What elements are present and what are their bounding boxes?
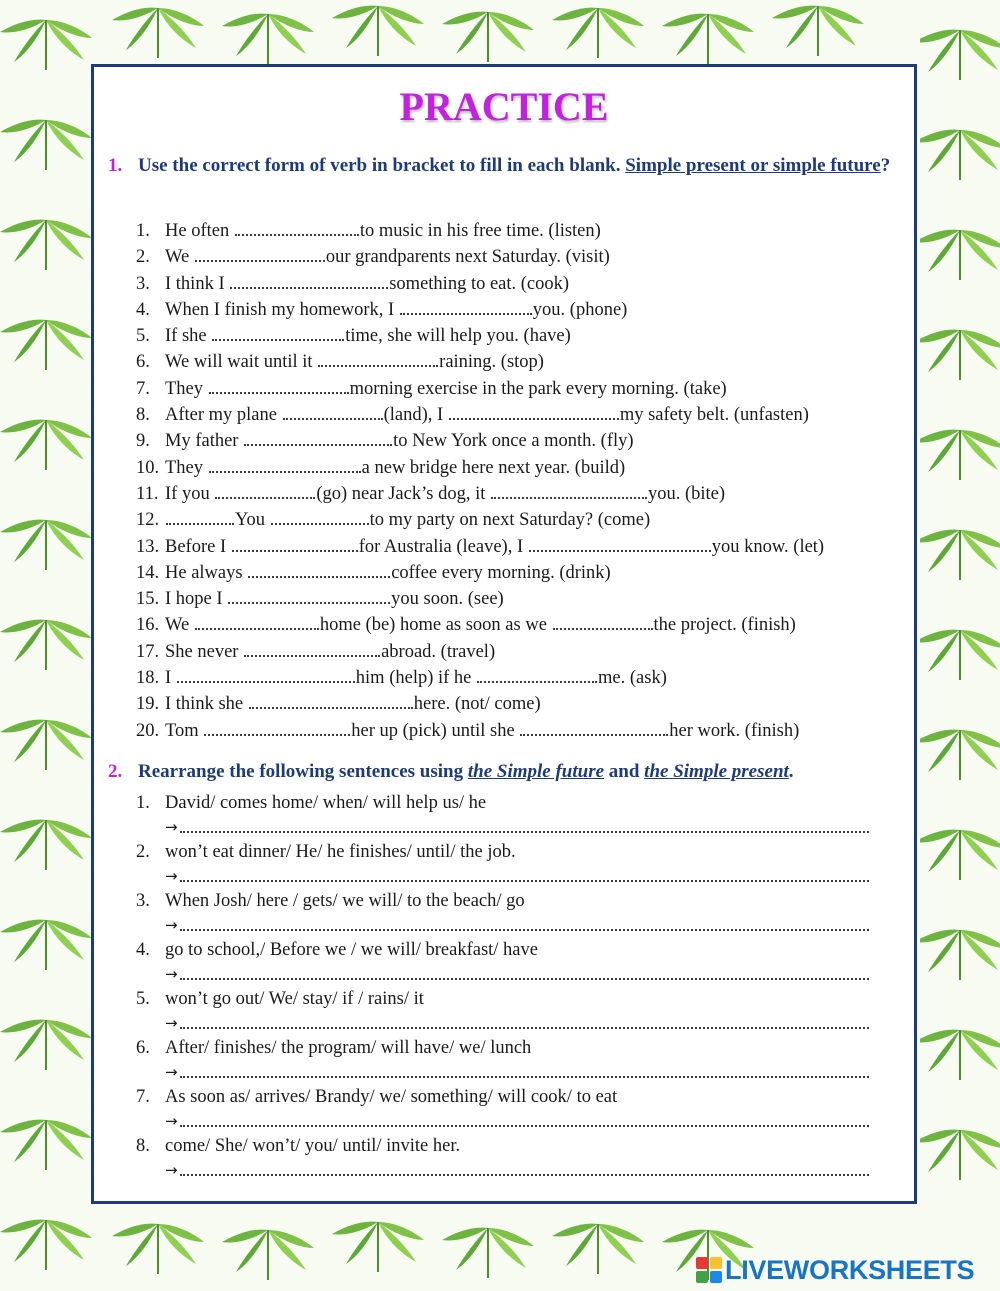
arrow-icon: → <box>165 818 178 836</box>
answer-blank[interactable] <box>520 720 668 736</box>
answer-blank[interactable] <box>491 483 647 499</box>
watermark-text: LIVEWORKSHEETS <box>725 1254 975 1285</box>
sentence-fragment: time, she will help you. (have) <box>345 326 571 347</box>
scrambled-sentence: come/ She/ won’t/ you/ until/ invite her. <box>165 1136 461 1156</box>
sentence-fragment: morning exercise in the park every morning. (take) <box>349 378 727 399</box>
bamboo-leaves-icon <box>0 0 92 1291</box>
sentence-fragment: We <box>165 615 194 636</box>
item-number: 16. <box>136 615 160 636</box>
item-number: 4. <box>136 940 150 960</box>
sentence-fragment: I think I <box>165 273 230 294</box>
bamboo-border-right <box>920 0 1000 1291</box>
item-number: 3. <box>136 273 150 294</box>
exercise-item <box>136 665 916 691</box>
sentence-fragment: If you <box>165 483 215 504</box>
arrow-icon: → <box>165 1161 178 1179</box>
answer-blank[interactable] <box>235 220 359 236</box>
rearrange-item <box>136 940 916 989</box>
sentence-fragment: He always <box>165 562 248 583</box>
sentence-fragment: something to eat. (cook) <box>389 273 570 294</box>
answer-blank[interactable] <box>195 614 319 630</box>
dotted-answer-field[interactable] <box>180 1075 869 1078</box>
sentence-fragment: to New York once a month. (fly) <box>393 431 634 452</box>
sentence-fragment: her up (pick) until she <box>351 720 520 741</box>
sentence-fragment: the project. (finish) <box>653 615 796 636</box>
sentence-fragment: We <box>165 247 194 268</box>
sentence-fragment: They <box>165 378 208 399</box>
item-sentence <box>165 455 625 481</box>
section1-instruction-underlined: Simple present or simple future <box>625 155 881 176</box>
scrambled-sentence: When Josh/ here / gets/ we will/ to the beach/ go <box>165 891 525 911</box>
sentence-fragment: After my plane <box>165 405 282 426</box>
dotted-answer-field[interactable] <box>180 1124 869 1127</box>
item-number: 15. <box>136 589 160 610</box>
item-number: 5. <box>136 989 150 1009</box>
rearrange-item <box>136 891 916 940</box>
exercise-item <box>136 402 916 428</box>
answer-blank[interactable] <box>209 378 349 394</box>
answer-line[interactable] <box>165 914 869 934</box>
sentence-fragment: you. (bite) <box>647 483 726 504</box>
section1-items <box>136 218 916 744</box>
answer-blank[interactable] <box>477 667 597 683</box>
item-number: 1. <box>136 221 150 241</box>
item-number: 1. <box>136 793 150 813</box>
answer-blank[interactable] <box>244 430 392 446</box>
item-sentence <box>165 271 569 297</box>
exercise-item <box>136 586 916 612</box>
exercise-item <box>136 376 916 402</box>
item-number: 18. <box>136 668 160 689</box>
item-number: 12. <box>136 510 160 531</box>
exercise-item <box>136 428 916 454</box>
item-number: 2. <box>136 247 150 268</box>
dotted-answer-field[interactable] <box>180 879 869 882</box>
scrambled-sentence: David/ comes home/ when/ will help us/ he <box>165 793 487 813</box>
sentence-fragment: you. (phone) <box>532 299 628 320</box>
answer-blank[interactable] <box>195 246 325 262</box>
answer-blank[interactable] <box>271 509 369 525</box>
sentence-fragment: If she <box>165 326 212 347</box>
answer-line[interactable] <box>165 1159 869 1179</box>
item-sentence <box>165 665 667 691</box>
item-sentence <box>165 218 601 244</box>
section2-heading <box>108 759 908 785</box>
item-sentence <box>165 586 504 612</box>
dotted-answer-field[interactable] <box>180 928 869 931</box>
sentence-fragment: You <box>235 510 270 531</box>
item-number: 5. <box>136 326 150 347</box>
exercise-item <box>136 481 916 507</box>
worksheet-frame <box>91 64 917 1204</box>
answer-line[interactable] <box>165 1012 869 1032</box>
item-sentence <box>165 534 824 560</box>
answer-blank[interactable] <box>212 325 344 341</box>
sentence-fragment: (go) near Jack’s dog, it <box>316 483 490 504</box>
exercise-item <box>136 560 916 586</box>
item-sentence <box>165 612 796 638</box>
section1-number: 1. <box>108 155 123 176</box>
watermark-logo <box>696 1254 974 1286</box>
section2-term-future: the Simple future <box>467 761 605 782</box>
sentence-fragment: a new bridge here next year. (build) <box>361 457 626 478</box>
sentence-fragment: abroad. (travel) <box>381 641 496 662</box>
item-number: 19. <box>136 694 160 715</box>
answer-line[interactable] <box>165 1061 869 1081</box>
item-sentence <box>165 481 725 507</box>
answer-line[interactable] <box>165 816 869 836</box>
answer-blank[interactable] <box>244 641 380 657</box>
exercise-item <box>136 244 916 270</box>
section2-items <box>136 793 916 1185</box>
section1-instruction: Use the correct form of verb in bracket to fill in each blank. Simple present or simple future? <box>138 155 891 176</box>
answer-blank[interactable] <box>228 588 390 604</box>
answer-blank[interactable] <box>166 509 234 525</box>
item-sentence <box>165 402 809 428</box>
sentence-fragment: for Australia (leave), I <box>358 536 528 557</box>
arrow-icon: → <box>165 916 178 934</box>
answer-blank[interactable] <box>209 457 361 473</box>
item-sentence <box>165 376 727 402</box>
exercise-item <box>136 323 916 349</box>
rearrange-item <box>136 1038 916 1087</box>
sentence-fragment: to my party on next Saturday? (come) <box>369 510 651 531</box>
sentence-fragment: home (be) home as soon as we <box>319 615 552 636</box>
answer-line[interactable] <box>165 865 869 885</box>
exercise-item <box>136 534 916 560</box>
answer-blank[interactable] <box>400 299 532 315</box>
answer-blank[interactable] <box>248 562 390 578</box>
exercise-item <box>136 507 916 533</box>
sentence-fragment: Tom <box>165 720 204 741</box>
item-sentence <box>165 507 650 533</box>
item-number: 17. <box>136 641 160 662</box>
sentence-fragment: you know. (let) <box>711 536 825 557</box>
item-number: 20. <box>136 720 160 741</box>
exercise-item <box>136 349 916 375</box>
answer-blank[interactable] <box>529 536 711 552</box>
bamboo-border-left <box>0 0 92 1291</box>
dotted-answer-field[interactable] <box>180 1026 869 1029</box>
sentence-fragment: I <box>165 668 176 689</box>
sentence-fragment: coffee every morning. (drink) <box>391 562 611 583</box>
item-number: 13. <box>136 536 160 557</box>
arrow-icon: → <box>165 1014 178 1032</box>
sentence-fragment: When I finish my homework, I <box>165 299 399 320</box>
item-number: 2. <box>136 842 150 862</box>
item-sentence <box>165 349 544 375</box>
bamboo-leaves-icon <box>92 0 920 66</box>
exercise-item <box>136 455 916 481</box>
answer-blank[interactable] <box>283 404 383 420</box>
answer-line[interactable] <box>165 963 869 983</box>
item-number: 3. <box>136 891 150 911</box>
rearrange-item <box>136 842 916 891</box>
item-sentence <box>165 244 610 270</box>
exercise-item <box>136 612 916 638</box>
answer-blank[interactable] <box>215 483 315 499</box>
arrow-icon: → <box>165 965 178 983</box>
exercise-item <box>136 271 916 297</box>
exercise-item <box>136 218 916 244</box>
exercise-item <box>136 691 916 717</box>
sentence-fragment: her work. (finish) <box>669 720 800 741</box>
section2-number: 2. <box>108 761 123 782</box>
answer-blank[interactable] <box>318 351 438 367</box>
item-number: 6. <box>136 1038 150 1058</box>
sentence-fragment: They <box>165 457 208 478</box>
item-sentence <box>165 560 611 586</box>
sentence-fragment: My father <box>165 431 244 452</box>
answer-blank[interactable] <box>249 693 413 709</box>
answer-line[interactable] <box>165 1110 869 1130</box>
scrambled-sentence: go to school,/ Before we / we will/ breakfast/ have <box>165 940 538 960</box>
item-sentence <box>165 297 627 323</box>
item-number: 7. <box>136 1087 150 1107</box>
item-number: 9. <box>136 431 150 452</box>
rearrange-item <box>136 793 916 842</box>
item-number: 4. <box>136 299 150 320</box>
rearrange-item <box>136 1087 916 1136</box>
answer-blank[interactable] <box>232 536 358 552</box>
liveworksheets-logo-icon <box>696 1257 722 1283</box>
sentence-fragment: Before I <box>165 536 231 557</box>
exercise-item <box>136 718 916 744</box>
item-number: 7. <box>136 378 150 399</box>
section1-heading <box>108 153 908 179</box>
item-sentence <box>165 718 799 744</box>
page-title: PRACTICE <box>399 84 609 129</box>
section2-instruction: Rearrange the following sentences using the Simple future and the Simple present. <box>138 761 794 782</box>
scrambled-sentence: After/ finishes/ the program/ will have/ we/ lunch <box>165 1038 532 1058</box>
item-sentence <box>165 323 571 349</box>
answer-blank[interactable] <box>553 614 653 630</box>
item-number: 11. <box>136 483 159 504</box>
sentence-fragment: here. (not/ come) <box>413 694 541 715</box>
bamboo-leaves-icon <box>920 0 1000 1291</box>
section2-term-present: the Simple present <box>644 761 789 782</box>
sentence-fragment: I think she <box>165 694 248 715</box>
sentence-fragment: my safety belt. (unfasten) <box>619 405 809 426</box>
dotted-answer-field[interactable] <box>180 977 869 980</box>
answer-blank[interactable] <box>177 667 355 683</box>
arrow-icon: → <box>165 867 178 885</box>
sentence-fragment: you soon. (see) <box>391 589 504 610</box>
sentence-fragment: I hope I <box>165 589 228 610</box>
answer-blank[interactable] <box>230 273 388 289</box>
sentence-fragment: raining. (stop) <box>439 352 544 373</box>
exercise-item <box>136 297 916 323</box>
sentence-fragment: He often <box>165 221 234 241</box>
rearrange-item <box>136 1136 916 1185</box>
sentence-fragment: We will wait until it <box>165 352 318 373</box>
answer-blank[interactable] <box>204 720 350 736</box>
item-number: 8. <box>136 405 150 426</box>
item-number: 8. <box>136 1136 150 1156</box>
sentence-fragment: (land), I <box>383 405 448 426</box>
bamboo-border-top <box>92 0 920 66</box>
item-number: 6. <box>136 352 150 373</box>
sentence-fragment: She never <box>165 641 244 662</box>
item-sentence <box>165 639 495 665</box>
dotted-answer-field[interactable] <box>180 830 869 833</box>
item-sentence <box>165 428 634 454</box>
item-number: 14. <box>136 562 160 583</box>
sentence-fragment: to music in his free time. (listen) <box>359 221 601 241</box>
scrambled-sentence: won’t go out/ We/ stay/ if / rains/ it <box>165 989 424 1009</box>
rearrange-item <box>136 989 916 1038</box>
item-sentence <box>165 691 541 717</box>
arrow-icon: → <box>165 1063 178 1081</box>
sentence-fragment: me. (ask) <box>598 668 667 689</box>
sentence-fragment: our grandparents next Saturday. (visit) <box>325 247 610 268</box>
answer-blank[interactable] <box>449 404 619 420</box>
dotted-answer-field[interactable] <box>180 1173 869 1176</box>
scrambled-sentence: won’t eat dinner/ He/ he finishes/ until/ the job. <box>165 842 516 862</box>
sentence-fragment: him (help) if he <box>355 668 477 689</box>
arrow-icon: → <box>165 1112 178 1130</box>
exercise-item <box>136 639 916 665</box>
scrambled-sentence: As soon as/ arrives/ Brandy/ we/ something/ will cook/ to eat <box>165 1087 618 1107</box>
item-number: 10. <box>136 457 160 478</box>
